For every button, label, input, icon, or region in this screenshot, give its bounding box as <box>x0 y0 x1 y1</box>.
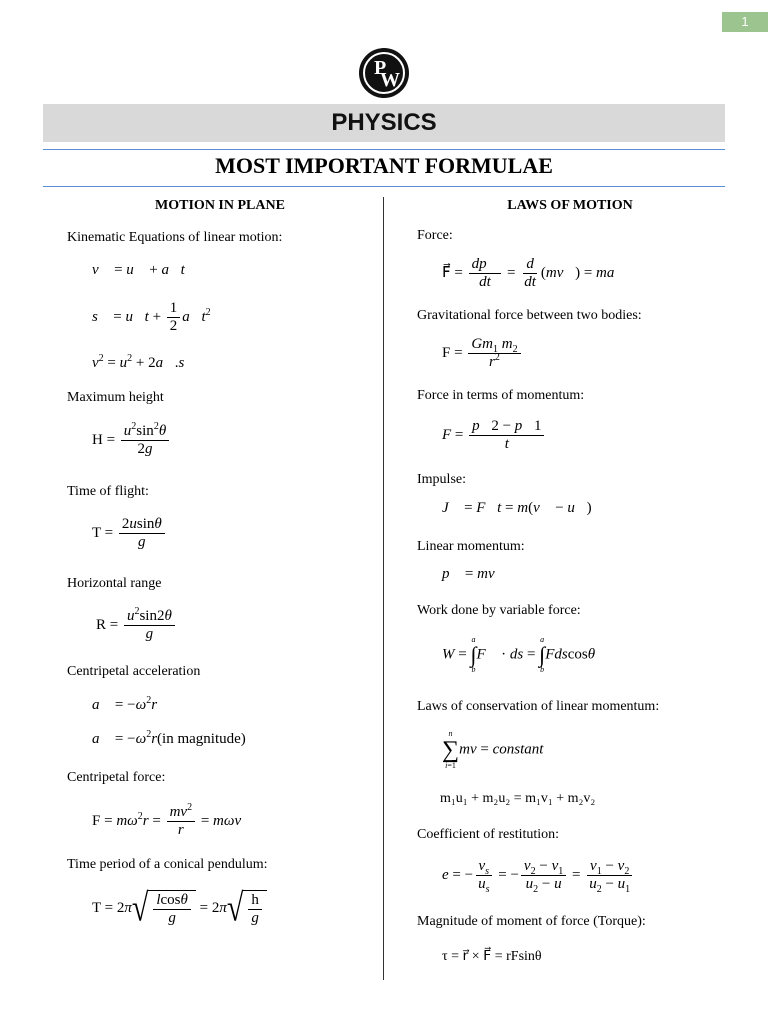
formula-restitution: e = − $\frac{v_s}{u_s}$ = − $\frac{v_2 - v_1}{u_2 - u}$ = $\frac{v_1 - v_2}{u_2 - u_1}$ <box>442 858 635 894</box>
formula-impulse: J⃗ = F⃗t = m(v⃗ − u⃗) <box>442 500 592 516</box>
label-max-height: Maximum height <box>67 390 164 405</box>
formula-range: R = $\frac{u^2\sin 2\theta}{g}$ <box>96 608 177 644</box>
title-rule-top <box>43 149 725 150</box>
column-divider <box>383 197 384 980</box>
label-work-done: Work done by variable force: <box>417 603 581 618</box>
formula-force-momentum: F = $\frac{p⃗2 - p⃗1}{t}$ <box>442 418 546 454</box>
title-rule-bottom <box>43 186 725 187</box>
formula-conservation-equation: m₁u₁ + m₂u₂ = m₁v₁ + m₂v₂ <box>440 791 596 806</box>
label-gravitational-force: Gravitational force between two bodies: <box>417 308 642 323</box>
page-number: 1 <box>722 12 768 32</box>
label-force: Force: <box>417 228 453 243</box>
label-torque: Magnitude of moment of force (Torque): <box>417 914 646 929</box>
label-impulse: Impulse: <box>417 472 466 487</box>
label-linear-momentum: Linear momentum: <box>417 539 525 554</box>
pw-logo: P W <box>359 48 409 98</box>
label-force-momentum: Force in terms of momentum: <box>417 388 585 403</box>
label-centripetal-force: Centripetal force: <box>67 770 166 785</box>
formula-time-of-flight: T = $\frac{2usin\theta}{g}$ <box>92 516 167 552</box>
label-conservation-momentum: Laws of conservation of linear momentum: <box>417 699 660 714</box>
formula-torque: τ = r⃗ × F⃗ = rFsinθ <box>442 949 542 964</box>
formula-conservation-sum: n ∑ i=1 mv = constant <box>442 729 544 770</box>
label-conical-pendulum: Time period of a conical pendulum: <box>67 857 268 872</box>
right-column-heading: LAWS OF MOTION <box>507 198 633 213</box>
page-subtitle: MOST IMPORTANT FORMULAE <box>215 153 553 178</box>
left-column-heading: MOTION IN PLANE <box>155 198 285 213</box>
label-time-of-flight: Time of flight: <box>67 484 149 499</box>
formula-v-squared: $v^2 = u^2$ + 2a⃗.s⃗ <box>92 353 197 371</box>
formula-linear-momentum: p⃗ = mv⃗ <box>442 566 507 582</box>
constant-text: constant <box>492 741 544 758</box>
formula-displacement: s⃗ = u⃗t + $\frac{1}{2}$ $a⃗t^2$ <box>92 300 211 335</box>
label-kinematic: Kinematic Equations of linear motion: <box>67 230 283 245</box>
label-horizontal-range: Horizontal range <box>67 576 162 591</box>
formula-centripetal-acc-magnitude: a⃗ = $-\omega^2r(in$ magnitude) <box>92 729 246 747</box>
in-magnitude-text: in magnitude <box>162 731 241 747</box>
formula-max-height: H = $\frac{u^2\sin^2\theta}{2g}$ <box>92 423 171 459</box>
formula-centripetal-acc-vector: a⃗ = $-\omega^2r⃗$ <box>92 695 169 713</box>
label-centripetal-acceleration: Centripetal acceleration <box>67 664 201 679</box>
formula-gravitational-force: F = $\frac{Gm_1 m_2}{r^2}$ <box>442 336 523 372</box>
formula-velocity: v⃗ = u⃗ + a⃗t <box>92 262 185 278</box>
formula-centripetal-force: $F = m\omega^2r$ = $\frac{mv^2}{r}$ = mωv <box>92 802 242 839</box>
formula-force: F⃗ = $\frac{dp⃗}{dt}$ = $\frac{d}{dt}$ (mv⃗) = ma⃗ <box>442 256 627 291</box>
label-coefficient-restitution: Coefficient of restitution: <box>417 827 560 842</box>
formula-conical-pendulum: T = 2π √ $\frac{lcos\theta}{g}$ = 2π √ $\frac{h}{g}$ <box>92 890 267 928</box>
formula-work-done: W = a ∫ b F⃗ · ds = a ∫ b Fdscosθ <box>442 635 596 674</box>
page-title: PHYSICS <box>43 104 725 142</box>
